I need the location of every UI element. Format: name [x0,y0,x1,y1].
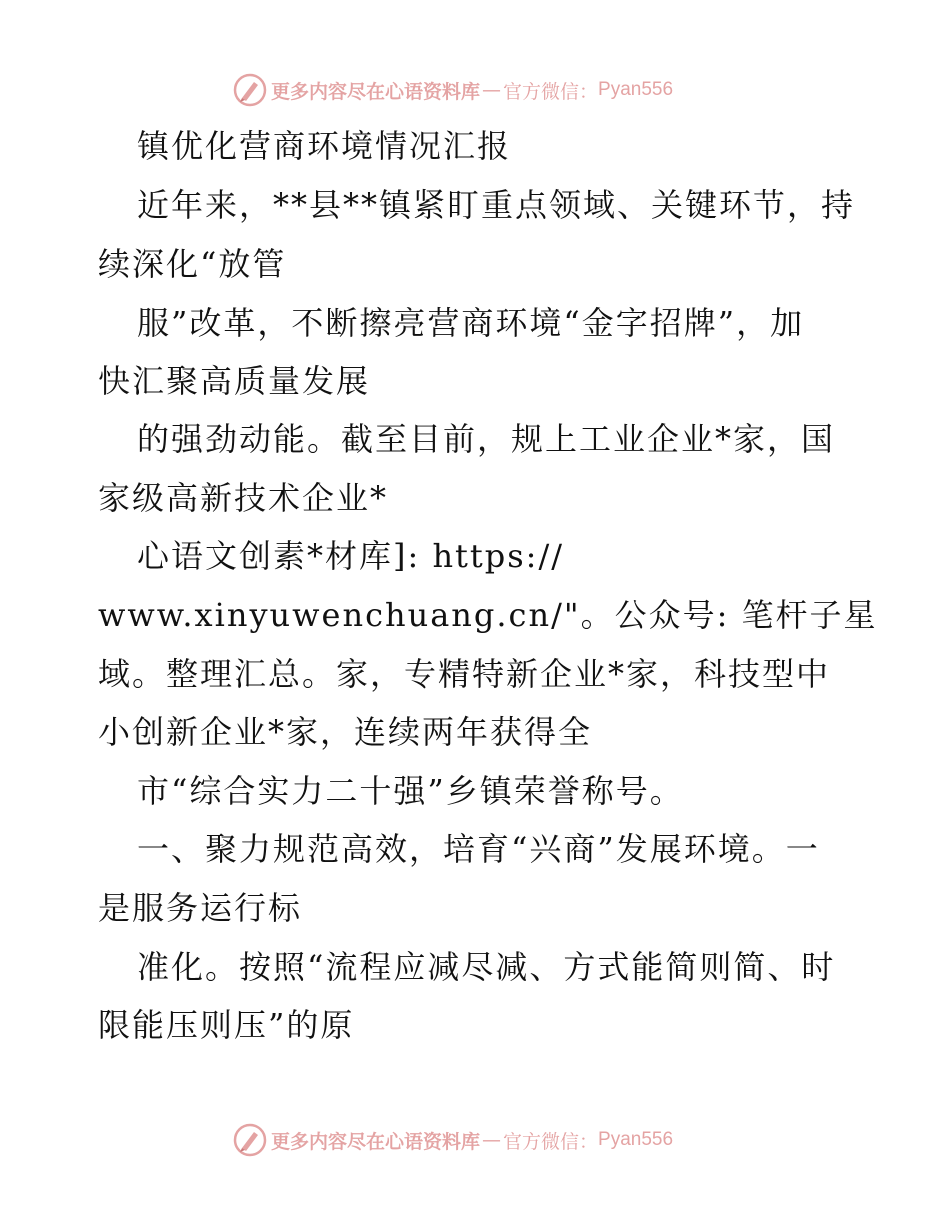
doc-line: 限能压则压”的原 [98,1006,355,1044]
pen-logo-icon [233,1123,267,1157]
watermark-dash: — [482,79,502,101]
doc-line: 快汇聚高质量发展 [98,362,371,400]
watermark-wechat-label: 官方微信： [503,80,599,103]
doc-title: 镇优化营商环境情况汇报 [137,127,512,165]
doc-line: 一、聚力规范高效，培育“兴商”发展环境。一 [137,830,820,868]
watermark-dash: — [482,1129,502,1151]
doc-line: www.xinyuwenchuang.cn/"。公众号: 笔杆子星 [98,596,878,634]
pen-logo-icon [233,73,267,107]
footer-watermark [233,1122,713,1158]
doc-line: 市“综合实力二十强”乡镇荣誉称号。 [137,772,684,810]
watermark-title: 更多内容尽在心语资料库 [271,80,481,103]
watermark-wechat-label: 官方微信： [503,1130,599,1153]
watermark-handle: Pyan556 [598,79,674,100]
doc-line: 的强劲动能。截至目前，规上工业企业*家，国 [137,420,836,458]
doc-line: 域。整理汇总。家，专精特新企业*家，科技型中 [98,655,831,693]
doc-line: 心语文创素*材库]: https:// [137,537,565,575]
doc-line: 近年来，**县**镇紧盯重点领域、关键环节，持 [137,186,856,224]
watermark-handle: Pyan556 [598,1129,674,1150]
doc-line: 续深化“放管 [98,245,287,283]
header-watermark [233,72,713,108]
doc-line: 准化。按照“流程应减尽减、方式能简则简、时 [137,948,836,986]
doc-line: 是服务运行标 [98,889,303,927]
doc-line: 服”改革，不断擦亮营商环境“金字招牌”，加 [137,304,805,342]
watermark-title: 更多内容尽在心语资料库 [271,1130,481,1153]
doc-line: 家级高新技术企业* [98,479,389,517]
doc-line: 小创新企业*家，连续两年获得全 [98,713,593,751]
